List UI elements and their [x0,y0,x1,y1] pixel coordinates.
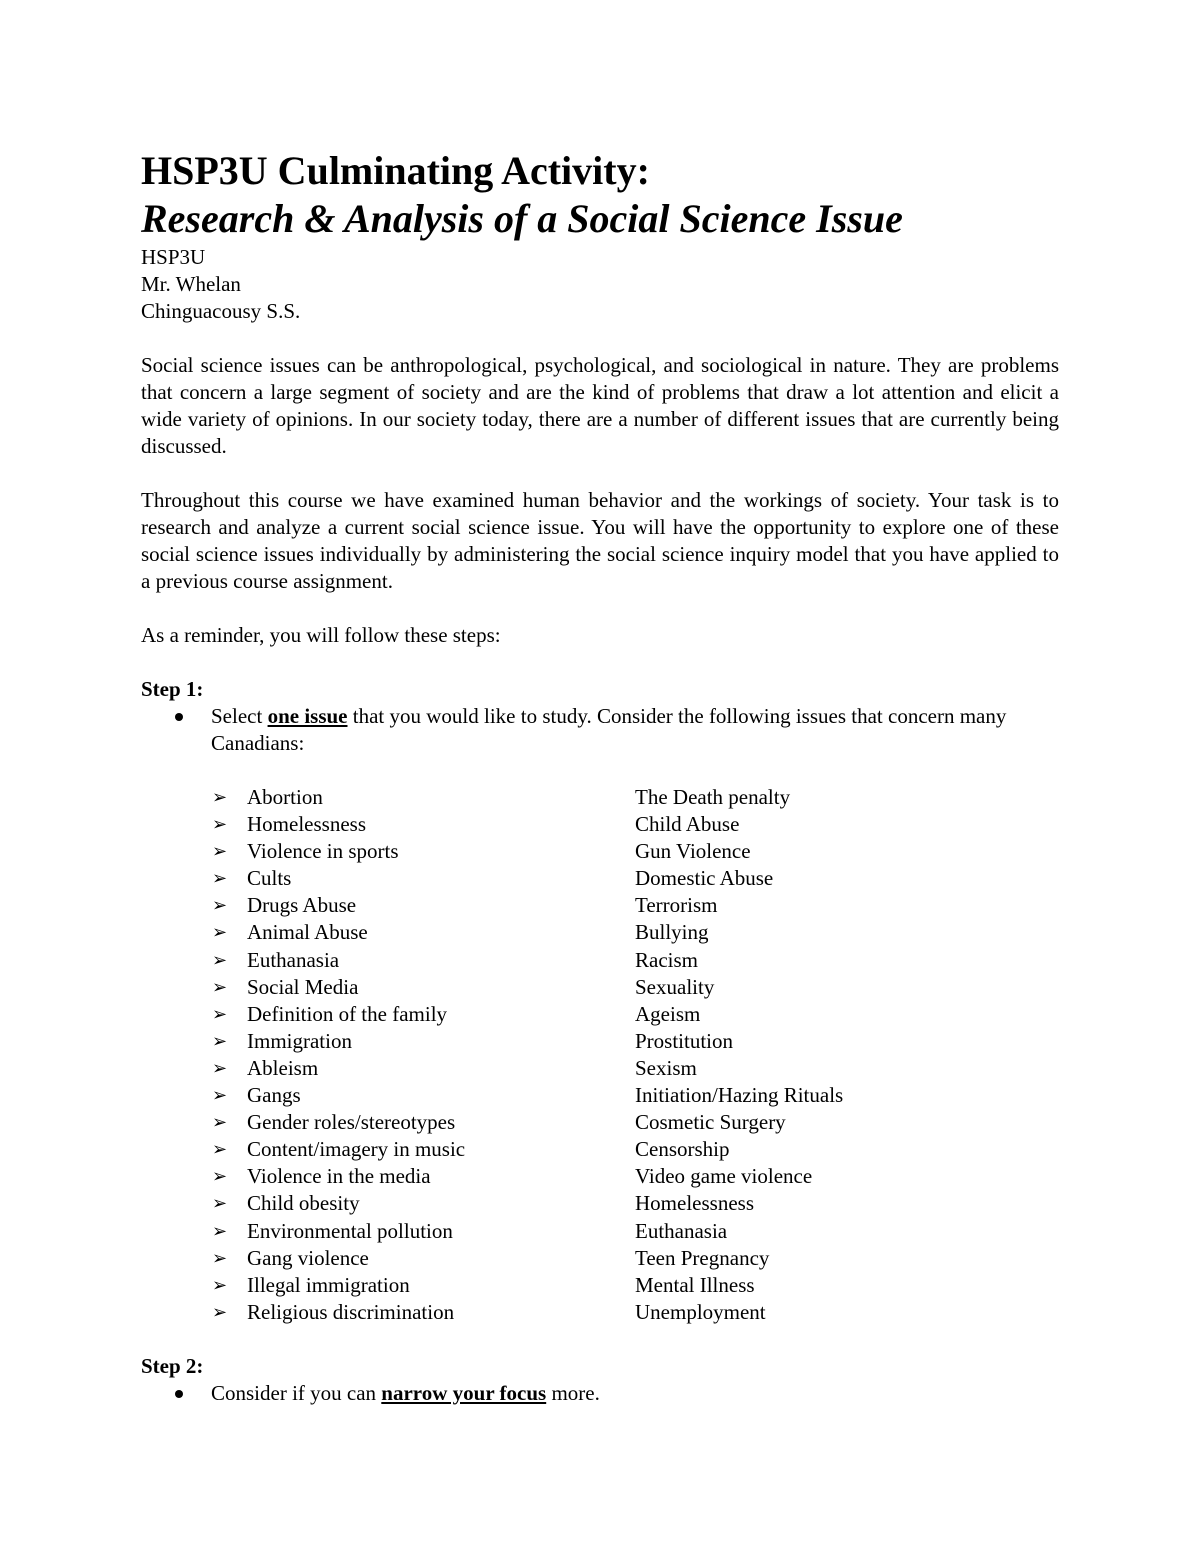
bullet-icon [141,1380,211,1407]
issue-item-left: Religious discrimination [247,1299,455,1324]
issue-row [212,1190,1059,1217]
task-paragraph: Throughout this course we have examined human behavior and the workings of society. Your task is to research and analyze a current social science issue. You will have the opportunity to explore one of these social science issues individually by administering the social science inquiry model that you have applied to a previous course assignment. [141,488,1059,593]
issue-item-right: Unemployment [635,1299,766,1324]
arrow-bullet-icon: ➢ [212,1030,228,1052]
arrow-bullet-icon: ➢ [212,949,228,971]
arrow-bullet-icon: ➢ [212,814,228,836]
document-meta [141,244,1059,325]
issue-item-left: Euthanasia [247,947,340,972]
issue-row [212,1028,1059,1055]
issue-row [212,1082,1059,1109]
arrow-bullet-icon: ➢ [212,976,228,998]
issue-item-left: Animal Abuse [247,920,368,945]
issue-row [212,784,1059,811]
issue-row [212,1163,1059,1190]
step-1-heading: Step 1: [141,677,204,701]
issue-item-left: Definition of the family [247,1001,448,1026]
issue-item-left: Gang violence [247,1245,369,1270]
intro-paragraph: Social science issues can be anthropological, psychological, and sociological in nature. They are problems that concern a large segment of society and are the kind of problems that draw a lot attention and elicit a wide variety of opinions. In our society today, there are a number of different issues that are currently being discussed. [141,353,1059,458]
issue-item-right: Euthanasia [635,1218,728,1243]
arrow-bullet-icon: ➢ [212,1085,228,1107]
document-page [141,148,1059,1407]
issue-row [212,1299,1059,1326]
step-1-text-post: that you would like to study. Consider the following issues that concern many Canadians: [211,704,1007,755]
document-subtitle: Research & Analysis of a Social Science Issue [141,196,903,241]
issue-item-right: Domestic Abuse [635,866,774,891]
arrow-bullet-icon: ➢ [212,1247,228,1269]
step-2-emphasis: narrow your focus [381,1380,547,1405]
issue-row [212,974,1059,1001]
issue-row [212,1109,1059,1136]
issue-item-left: Illegal immigration [247,1272,410,1297]
issue-item-left: Homelessness [247,812,366,837]
issue-item-left: Immigration [247,1028,352,1053]
issue-row [212,919,1059,946]
step-2-bullet [141,1380,1059,1407]
issue-item-right: Bullying [635,920,709,945]
step-2-text-post: more. [546,1380,600,1405]
issue-row [212,947,1059,974]
issue-item-right: Child Abuse [635,812,740,837]
reminder-paragraph: As a reminder, you will follow these steps: [141,623,501,647]
arrow-bullet-icon: ➢ [212,922,228,944]
issue-item-left: Cults [247,866,292,891]
issue-item-right: Initiation/Hazing Rituals [635,1083,844,1108]
issue-row [212,1001,1059,1028]
step-2-heading: Step 2: [141,1353,204,1378]
issue-item-left: Ableism [247,1055,319,1080]
issue-row [212,1136,1059,1163]
issue-row [212,811,1059,838]
issue-item-right: Cosmetic Surgery [635,1110,786,1135]
issue-row [212,838,1059,865]
arrow-bullet-icon: ➢ [212,1166,228,1188]
school-name: Chinguacousy S.S. [141,299,301,323]
issue-item-left: Gangs [247,1083,301,1108]
issue-item-left: Violence in the media [247,1164,431,1189]
issue-item-right: Terrorism [635,893,718,918]
issue-item-left: Child obesity [247,1191,360,1216]
course-code: HSP3U [141,245,206,269]
arrow-bullet-icon: ➢ [212,1003,228,1025]
arrow-bullet-icon: ➢ [212,1193,228,1215]
issue-item-left: Violence in sports [247,839,399,864]
issues-list [212,784,1059,1326]
issue-item-right: Racism [635,947,698,972]
step-2-text-pre: Consider if you can [211,1380,382,1405]
arrow-bullet-icon: ➢ [212,868,228,890]
issue-row [212,1245,1059,1272]
arrow-bullet-icon: ➢ [212,1301,228,1323]
issue-item-right: Teen Pregnancy [635,1245,770,1270]
arrow-bullet-icon: ➢ [212,1057,228,1079]
arrow-bullet-icon: ➢ [212,1220,228,1242]
issue-row [212,1272,1059,1299]
step-1-bullet [141,703,1059,757]
issue-item-left: Drugs Abuse [247,893,357,918]
arrow-bullet-icon: ➢ [212,1112,228,1134]
issue-item-right: Mental Illness [635,1272,755,1297]
issue-item-right: Gun Violence [635,839,751,864]
teacher-name: Mr. Whelan [141,272,241,296]
arrow-bullet-icon: ➢ [212,1274,228,1296]
step-1-emphasis: one issue [267,704,348,728]
arrow-bullet-icon: ➢ [212,787,228,808]
step-1-text-pre: Select [211,704,268,728]
issue-item-right: Ageism [635,1001,701,1026]
issue-item-right: Sexism [635,1055,697,1080]
issue-item-left: Gender roles/stereotypes [247,1110,456,1135]
issue-item-right: Censorship [635,1137,730,1162]
arrow-bullet-icon: ➢ [212,841,228,863]
issue-row [212,1218,1059,1245]
document-title: HSP3U Culminating Activity: [141,148,650,193]
arrow-bullet-icon: ➢ [212,895,228,917]
issue-row [212,892,1059,919]
bullet-icon [141,703,211,757]
issue-item-right: Video game violence [635,1164,813,1189]
issue-item-left: Content/imagery in music [247,1137,466,1162]
issue-row [212,865,1059,892]
issue-item-right: Homelessness [635,1191,754,1216]
arrow-bullet-icon: ➢ [212,1139,228,1161]
issue-row [212,1055,1059,1082]
issue-item-right: Sexuality [635,974,715,999]
issue-item-left: Abortion [247,785,323,809]
issue-item-right: Prostitution [635,1028,734,1053]
issue-item-left: Environmental pollution [247,1218,453,1243]
issue-item-right: The Death penalty [635,785,791,809]
issue-item-left: Social Media [247,974,359,999]
